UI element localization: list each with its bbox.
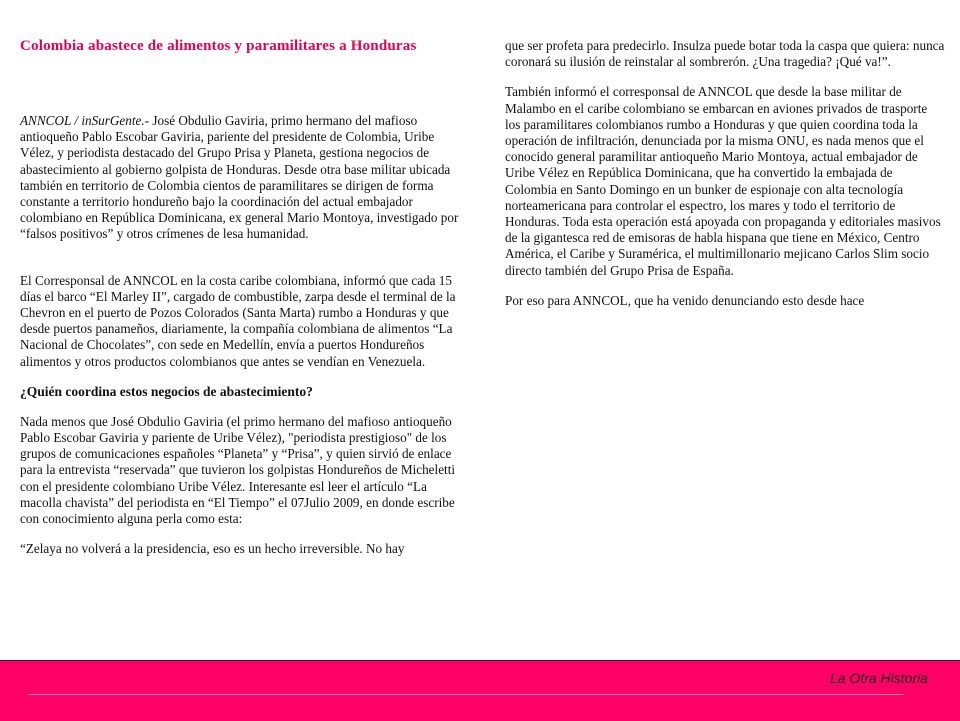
paragraph-correspondent: El Corresponsal de ANNCOL en la costa caribe colombiana, informó que cada 15 días el barco “El Marley II”, cargado de combustible, zarpa desde el terminal de la Chevron en el puerto de Pozos Colorados (Santa Marta) rumbo a Honduras y que desde puertos panameños, diariamente, la compañía colombiana de alimentos “La Nacional de Chocolates”, con sede en Medellín, envía a puertos Hondureños alimentos y otros productos colombianos que antes se vendían en Venezuela. <box>20 272 456 369</box>
right-column <box>505 38 945 323</box>
paragraph-intro-body: José Obdulio Gaviria, primo hermano del mafioso antioqueño Pablo Escobar Gaviria, pariente del presidente de Colombia, Uribe Vélez, y periodista destacado del Grupo Prisa y Planeta, gestiona negocios de abastecimiento al gobierno golpista de Honduras. Desde otra base militar ubicada también en territorio de Colombia cientos de paramilitares se dirigen de forma constante a territorio hondureño bajo la coordinación del actual embajador colombiano en República Dominicana, ex general Mario Montoya, investigado por “falsos positivos” y otros crímenes de lesa humanidad. <box>20 113 459 242</box>
paragraph-quote-end: que ser profeta para predecirlo. Insulza puede botar toda la caspa que quiera: nunca coronará su ilusión de reinstalar al sombrerón. ¿Una tragedia? ¡Qué va!”. <box>505 38 945 70</box>
paragraph-intro <box>20 113 462 243</box>
dateline: ANNCOL / inSurGente.- <box>20 113 150 128</box>
footer-bar <box>0 660 960 721</box>
paragraph-malambo: También informó el corresponsal de ANNCOL que desde la base militar de Malambo en el caribe colombiano se embarcan en aviones privados de trasporte los paramilitares colombianos rumbo a Honduras y que quien coordina toda la operación de infiltración, denunciada por la misma ONU, es nada menos que el conocido general paramilitar antioqueño Mario Montoya, actual embajador de Uribe Vélez en República Dominicana, que ha convertido la embajada de Colombia en Santo Domingo en un bunker de espionaje con alta tecnología norteamericana para controlar el espectro, los mares y todo el territorio de Honduras. Toda esta operación está apoyada con propaganda y editoriales masivos de la gigantesca red de emisoras de habla hispana que tiene en México, Centro América, el Caribe y Suramérica, el multimillonario mejicano Carlos Slim socio directo también del Grupo Prisa de España. <box>505 84 941 278</box>
footer-divider <box>28 694 904 695</box>
section-question: ¿Quién coordina estos negocios de abastecimiento? <box>20 383 313 399</box>
paragraph-closing: Por eso para ANNCOL, que ha venido denunciando esto desde hace <box>505 292 865 308</box>
paragraph-quote-start: “Zelaya no volverá a la presidencia, eso es un hecho irreversible. No hay <box>20 541 405 557</box>
footer-label: La Otra Historia <box>829 670 928 686</box>
left-column <box>20 38 462 571</box>
article-title: Colombia abastece de alimentos y paramilitares a Honduras <box>20 38 417 54</box>
paragraph-gaviria: Nada menos que José Obdulio Gaviria (el primo hermano del mafioso antioqueño Pablo Escobar Gaviria y pariente de Uribe Vélez), "periodista prestigioso" de los grupos de comunicaciones españoles “Planeta” y “Prisa”, y quien sirvió de enlace para la entrevista “reservada” que tuvieron los golpistas Hondureños de Micheletti con el presidente colombiano Uribe Vélez. Interesante esl leer el artículo “La macolla chavista” del periodista en “El Tiempo” el 07Julio 2009, en donde escribe con conocimiento alguna perla como esta: <box>20 413 456 527</box>
